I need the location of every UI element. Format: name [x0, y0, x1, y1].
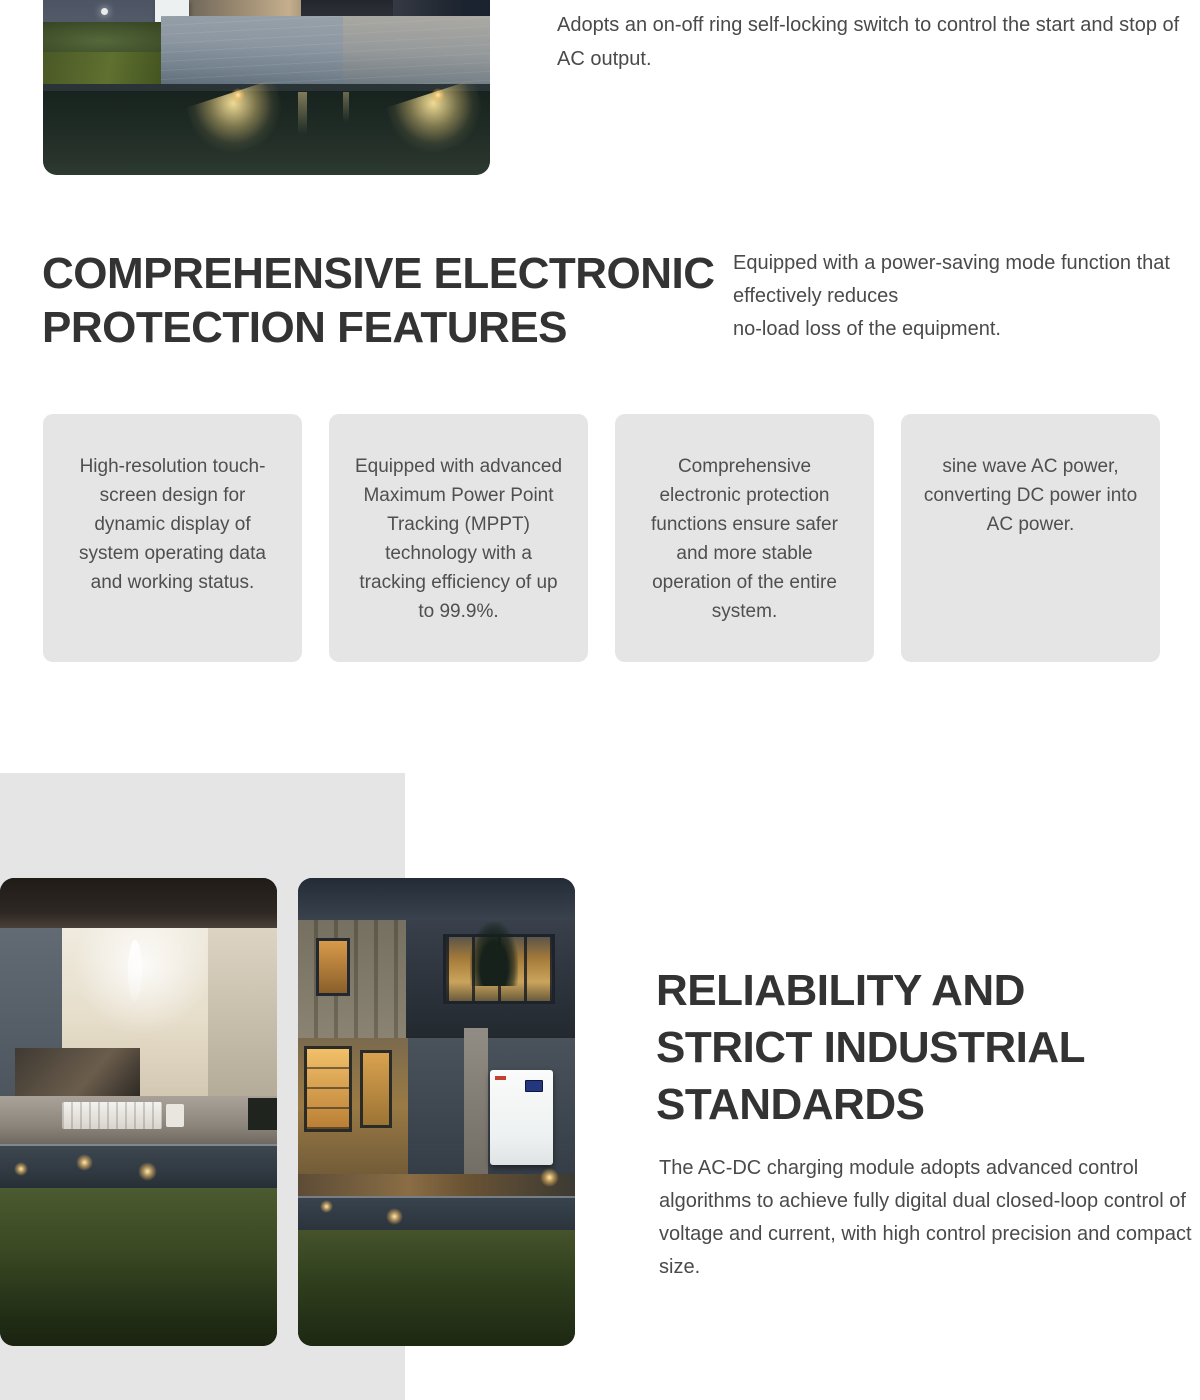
reliability-title-line2: STRICT INDUSTRIAL	[656, 1023, 1086, 1072]
house-interior-dusk-photo	[0, 878, 277, 1346]
photo-layer-lawn	[0, 1188, 277, 1346]
feature-card-protection	[615, 414, 874, 662]
photo-layer-deck	[298, 1174, 575, 1196]
photo-layer-plant-silhouette	[470, 922, 518, 986]
photo-layer-chair	[166, 1104, 184, 1127]
hero-villa-pool-photo	[43, 0, 490, 175]
battery-logo	[495, 1076, 506, 1080]
power-saving-note-line2: effectively reduces	[733, 285, 899, 307]
battery-unit-graphic	[490, 1070, 553, 1165]
pool-light-dot	[431, 88, 445, 102]
reliability-title	[656, 962, 1085, 1133]
reliability-title-line3: STANDARDS	[656, 1080, 925, 1129]
feature-card-mppt	[329, 414, 588, 662]
power-saving-note	[733, 247, 1170, 346]
feature-card-text: Equipped with advanced Maximum Power Point Tracking (MPPT) technology with a tracking efficiency of up to 99.9%.	[354, 456, 563, 622]
photo-layer-roof	[298, 878, 575, 920]
photo-layer-lawn	[298, 1230, 575, 1346]
photo-layer-reflection	[298, 92, 307, 134]
photo-layer-wall-right	[208, 928, 277, 1096]
photo-layer-concrete-column	[464, 1028, 488, 1188]
garden-light	[76, 1154, 93, 1171]
photo-layer-deck-warmlight	[343, 16, 490, 86]
garden-light	[386, 1208, 403, 1225]
protection-title-line1: COMPREHENSIVE ELECTRONIC	[42, 249, 715, 298]
hero-caption: Adopts an on-off ring self-locking switch to control the start and stop of AC output.	[557, 14, 1180, 70]
protection-title	[42, 247, 715, 355]
battery-screen	[525, 1080, 543, 1092]
photo-layer-roof	[0, 878, 277, 928]
photo-layer-small-window	[316, 938, 350, 996]
photo-layer-beams	[298, 920, 406, 1038]
photo-layer-wall-light	[101, 8, 108, 15]
garden-light	[138, 1162, 157, 1181]
photo-layer-lawn	[43, 52, 163, 88]
photo-layer-stone-art	[15, 1048, 140, 1096]
reliability-description: The AC-DC charging module adopts advanced control algorithms to achieve fully digital dual closed-loop control of voltage and current, with high control precision and compact size.	[659, 1157, 1192, 1278]
photo-layer-dining-set	[62, 1102, 162, 1129]
photo-layer-planter	[248, 1098, 277, 1130]
photo-layer-step	[298, 1196, 575, 1230]
protection-title-line2: PROTECTION FEATURES	[42, 303, 568, 352]
photo-layer-lit-window	[360, 1050, 392, 1128]
feature-card-text: Comprehensive electronic protection functions ensure safer and more stable operation of the entire system.	[651, 456, 838, 622]
garden-light	[540, 1168, 559, 1187]
feature-card-text: sine wave AC power, converting DC power into AC power.	[923, 456, 1138, 535]
power-saving-note-line1: Equipped with a power-saving mode function that	[733, 252, 1170, 274]
power-saving-note-line3: no-load loss of the equipment.	[733, 318, 1001, 340]
reliability-title-line1: RELIABILITY AND	[656, 966, 1025, 1015]
photo-layer-reflection	[343, 92, 349, 122]
garden-light	[14, 1162, 28, 1176]
pool-light-dot	[231, 88, 245, 102]
house-facade-battery-photo	[298, 878, 575, 1346]
photo-layer-lit-window	[304, 1046, 352, 1132]
photo-layer-chandelier	[128, 940, 142, 1002]
feature-card-sine-wave	[901, 414, 1160, 662]
feature-card-text: High-resolution touch-screen design for dynamic display of system operating data and working status.	[79, 456, 266, 593]
garden-light	[320, 1200, 333, 1213]
feature-card-touchscreen	[43, 414, 302, 662]
